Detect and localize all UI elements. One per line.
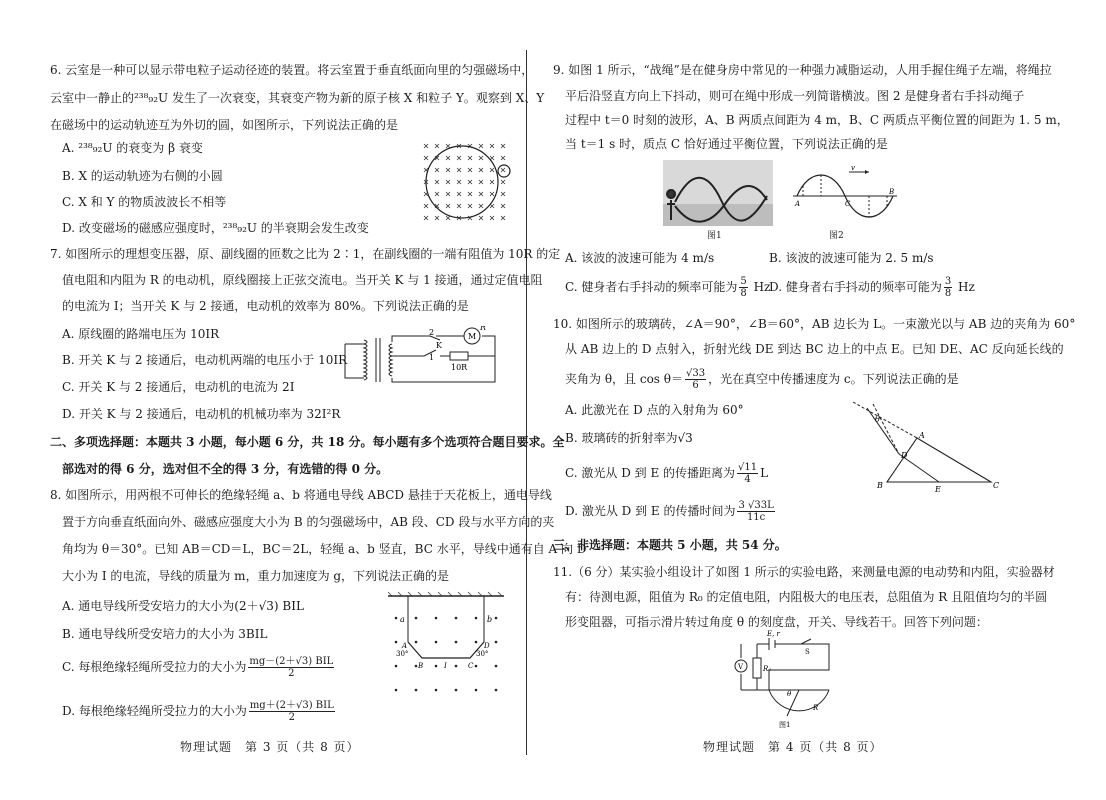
q8-line1: 8. 如图所示，用两根不可伸长的绝缘轻绳 a、b 将通电导线 ABCD 悬挂于天花板上，通电导线 [50,488,552,502]
q11-fig-label-v: V [738,663,744,671]
q8-fig-label-b: b [487,615,493,624]
q10-fig-label-A: A [919,431,925,440]
q8-line2: 置于方向垂直纸面向外、磁感应强度大小为 B 的匀强磁场中，AB 段、CD 段与水平方向的夹 [62,515,555,529]
q9-line2: 平后沿竖直方向上下抖动，则可在绳中形成一列简谐横波。图 2 是健身者右手抖动绳子 [565,89,1025,103]
q10-line1: 10. 如图所示的玻璃砖，∠A＝90°，∠B＝60°，AB 边长为 L。一束激光以与 AB 边的夹角为 60° [553,317,1076,331]
q8-fig-label-D: D [484,642,490,650]
q11-circuit-figure [729,630,833,730]
q9-fig2-caption: 图2 [829,231,844,241]
q8-fig-label-B: B [418,662,424,670]
q10-fig-label-C: C [993,481,1000,490]
q7-option-b: B. 开关 K 与 2 接通后，电动机两端的电压小于 10IR [62,353,348,367]
q6-option-a: A. ²³⁸₉₂U 的衰变为 β 衰变 [62,141,203,155]
q7-line2: 值电阻和内阻为 R 的电动机，原线圈接上正弦交流电。当开关 K 与 1 接通，通过定值电阻 [62,273,543,287]
q8-fig-label-I: I [444,662,447,670]
q11-fig-label-r: R [813,704,819,712]
q11-fig-label-er: E, r [767,630,780,638]
q9-option-c: C. 健身者右手抖动的频率可能为 $\frac{5}{8}$ Hz [565,276,771,299]
q10-option-d: D. 激光从 D 到 E 的传播时间为 $\frac{3 √33L}{11c}$ [565,500,774,523]
q7-fig-label-2: 2 [429,328,435,337]
q9-battle-rope-photo [663,160,773,226]
q7-fig-label-1: 1 [429,353,435,362]
q8-line3: 角均为 θ＝30°。已知 AB＝CD＝L，BC＝2L，轻绳 a、b 竖直，BC 水平，导线中通有自 A 向 D [62,542,587,556]
q7-fig-label-m: M [468,332,477,341]
q9-line4: 当 t＝1 s 时，质点 C 恰好通过平衡位置，下列说法正确的是 [565,137,888,151]
q11-fig-label-s: S [805,648,810,656]
q8-fig-label-A: A [402,642,408,650]
q7-fig-label-r: R [480,326,487,332]
q8-line4: 大小为 I 的电流，导线的质量为 m，重力加速度为 g，下列说法正确的是 [62,569,450,583]
q9-option-b: B. 该波的波速可能为 2. 5 m/s [769,251,934,265]
q8-option-c: C. 每根绝缘轻绳所受拉力的大小为 $\frac{\text{mg－(2＋√3) BIL}}{2}$ [62,656,334,679]
q8-fig-label-a: a [400,615,405,624]
q8-fig-angle-left: 30° [396,650,409,658]
q8-fig-angle-right: 30° [476,650,489,658]
q8-option-b: B. 通电导线所受安培力的大小为 3BIL [62,627,268,641]
q9-fig1-caption: 图1 [707,231,722,241]
q9-waveform-figure [789,166,901,226]
q10-option-b: B. 玻璃砖的折射率为√3 [565,431,693,445]
q7-option-c: C. 开关 K 与 2 接通后，电动机的电流为 2I [62,380,295,394]
q7-option-a: A. 原线圈的路端电压为 10IR [62,327,220,341]
q8-option-a: A. 通电导线所受安培力的大小为(2＋√3) BIL [62,599,304,613]
q11-line3: 形变阻器，可指示滑片转过角度 θ 的刻度盘，开关、导线若干。回答下列问题： [565,615,988,629]
q8-fig-label-C: C [468,662,474,670]
q9-fig2-label-B: B [889,188,895,196]
q9-fig2-label-C: C [845,200,851,208]
q6-line2: 云室中一静止的²³⁸₉₂U 发生了一次衰变，其衰变产物为新的原子核 X 和粒子 Y。观察到 X、Y [50,91,545,105]
q10-option-a: A. 此激光在 D 点的入射角为 60° [565,403,744,417]
q10-fig-label-E: E [935,485,941,494]
left-footer: 物理试题 第 3 页（共 8 页） [180,740,360,754]
right-page [553,0,1106,800]
q7-transformer-figure [340,326,500,388]
q10-fig-label-B: B [877,481,883,490]
q7-fig-label-10r: 10R [451,363,468,372]
q10-fig-label-theta: θ [875,415,880,424]
q7-line1: 7. 如图所示的理想变压器，原、副线圈的匝数之比为 2∶1，在副线圈的一端有阻值为 10R 的定 [50,247,561,261]
section2-line1: 二、多项选择题：本题共 3 小题，每小题 6 分，共 18 分。每小题有多个选项符合题目要求。全 [50,435,565,449]
q6-magnetic-field-figure [420,138,520,230]
right-footer: 物理试题 第 4 页（共 8 页） [703,740,883,754]
q11-fig-caption: 图1 [779,721,791,729]
q10-fig-label-D: D [901,451,908,460]
q10-glass-prism-figure [843,398,1003,494]
q9-line3: 过程中 t＝0 时刻的波形，A、B 两质点间距为 4 m，B、C 两质点平衡位置的间距为 1. 5 m， [565,113,1069,127]
q9-line1: 9. 如图 1 所示，“战绳”是在健身房中常见的一种强力减脂运动，人用手握住绳子左端，将绳拉 [553,63,1052,77]
q6-option-b: B. X 的运动轨迹为右侧的小圆 [62,169,223,183]
q8-hanging-wire-figure [384,590,510,716]
q6-line1: 6. 云室是一种可以显示带电粒子运动径迹的装置。将云室置于垂直纸面向里的匀强磁场中， [50,63,534,77]
q10-option-c: C. 激光从 D 到 E 的传播距离为 $\frac{√11}{4}$ L [565,462,769,485]
q10-line2: 从 AB 边上的 D 点射入，折射光线 DE 到达 BC 边上的中点 E。已知 DE、AC 反向延长线的 [565,342,1064,356]
q9-fig2-label-v: v [851,166,855,172]
q11-fig-label-r0: R₀ [763,665,772,673]
q11-line2: 有：待测电源，阻值为 R₀ 的定值电阻，内阻极大的电压表，总阻值为 R 且阻值均匀的半圆 [565,590,1048,604]
section2-line2: 部选对的得 6 分，选对但不全的得 3 分，有选错的得 0 分。 [62,462,389,476]
q7-fig-label-k: K [436,341,442,350]
q7-line3: 的电流为 I；当开关 K 与 2 接通，电动机的效率为 80%。下列说法正确的是 [62,299,469,313]
q6-option-c: C. X 和 Y 的物质波波长不相等 [62,195,227,209]
q9-option-a: A. 该波的波速可能为 4 m/s [565,251,715,265]
q11-line1: 11.（6 分）某实验小组设计了如图 1 所示的实验电路，来测量电源的电动势和内阻，实验器材 [553,565,1055,579]
section3-heading: 三、非选择题：本题共 5 小题，共 54 分。 [553,538,787,552]
q8-option-d: D. 每根绝缘轻绳所受拉力的大小为 $\frac{\text{mg＋(2＋√3) BIL}}{2}$ [62,700,334,723]
q6-line3: 在磁场中的运动轨迹互为外切的圆，如图所示，下列说法正确的是 [50,118,399,132]
q11-fig-label-theta: θ [787,690,792,698]
q9-option-d: D. 健身者右手抖动的频率可能为 $\frac{3}{8}$ Hz [769,276,975,299]
q6-option-d: D. 改变磁场的磁感应强度时，²³⁸₉₂U 的半衰期会发生改变 [62,221,369,235]
q10-line3: 夹角为 θ，且 cos θ＝ $\frac{√33}{6}$ ，光在真空中传播速度为 c。下列说法正确的是 [565,368,959,391]
q9-fig2-label-A: A [795,200,801,208]
q7-option-d: D. 开关 K 与 2 接通后，电动机的机械功率为 32I²R [62,407,341,421]
